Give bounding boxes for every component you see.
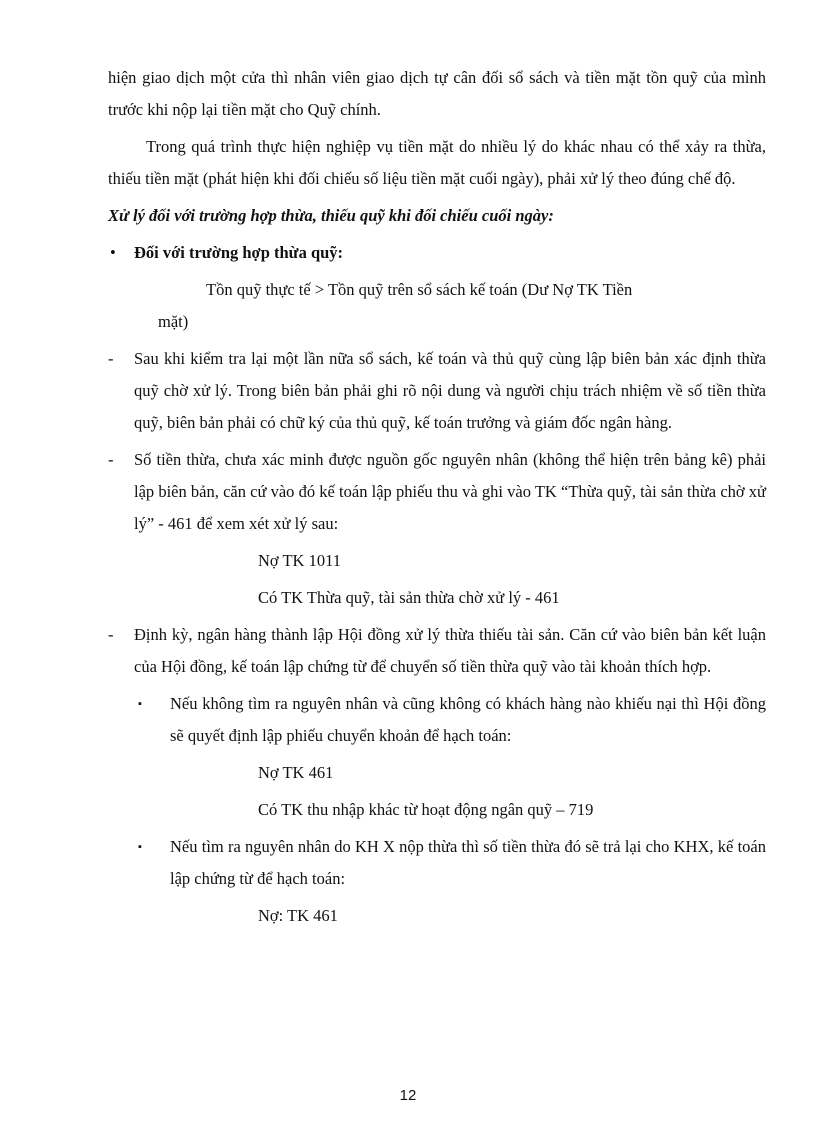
list-item-text: Định kỳ, ngân hàng thành lập Hội đồng xử lý thừa thiếu tài sản. Căn cứ vào biên bản kết luận của Hội đồng, kế toán lập chứng từ để chuyển số tiền thừa quỹ vào tài khoản thích hợp.	[134, 625, 766, 676]
list-item-text: Sau khi kiểm tra lại một lần nữa sổ sách, kế toán và thủ quỹ cùng lập biên bản xác định thừa quỹ chờ xử lý. Trong biên bản phải ghi rõ nội dung và người chịu trách nhiệm về số tiền thừa quỹ, biên bản phải có chữ ký của thủ quỹ, kế toán trưởng và giám đốc ngân hàng.	[134, 349, 766, 432]
list-item	[108, 619, 766, 683]
square-bullet-icon: ▪	[138, 841, 142, 853]
accounting-entry-credit: Có TK Thừa quỹ, tài sản thừa chờ xử lý - 461	[258, 588, 560, 607]
list-item-text: Số tiền thừa, chưa xác minh được nguồn gốc nguyên nhân (không thể hiện trên bảng kê) phải lập biên bản, căn cứ vào đó kế toán lập phiếu thu và ghi vào TK “Thừa quỹ, tài sản thừa chờ xử lý” - 461 để xem xét xử lý sau:	[134, 450, 766, 533]
page-number: 12	[399, 1087, 417, 1104]
list-item	[108, 343, 766, 439]
accounting-entry-debit: Nợ TK 461	[258, 763, 334, 782]
dash-icon: -	[108, 450, 114, 469]
accounting-entry-debit: Nợ TK 1011	[258, 551, 341, 570]
dash-icon: -	[108, 349, 114, 368]
accounting-entry-debit: Nợ: TK 461	[258, 906, 338, 925]
dash-icon: -	[108, 625, 114, 644]
section-heading: Xử lý đối với trường hợp thừa, thiếu quỹ khi đối chiếu cuối ngày:	[108, 206, 554, 225]
square-bullet-icon: ▪	[138, 698, 142, 710]
paragraph-intro: Trong quá trình thực hiện nghiệp vụ tiền mặt do nhiều lý do khác nhau có thể xảy ra thừa, thiếu tiền mặt (phát hiện khi đối chiếu số liệu tiền mặt cuối ngày), phải xử lý theo đúng chế độ.	[108, 137, 766, 188]
accounting-entry-credit: Có TK thu nhập khác từ hoạt động ngân quỹ – 719	[258, 800, 594, 819]
list-item	[108, 444, 766, 540]
sub-list-item	[108, 831, 766, 895]
sub-list-item-text: Nếu không tìm ra nguyên nhân và cũng không có khách hàng nào khiếu nại thì Hội đồng sẽ quyết định lập phiếu chuyển khoản để hạch toán:	[170, 694, 766, 745]
formula-line-continued: mặt)	[158, 312, 189, 331]
bullet-heading-label: Đối với trường hợp thừa quỹ:	[134, 243, 344, 262]
bullet-heading	[108, 237, 766, 269]
document-body	[108, 62, 766, 932]
sub-list-item-text: Nếu tìm ra nguyên nhân do KH X nộp thừa thì số tiền thừa đó sẽ trả lại cho KHX, kế toán lập chứng từ để hạch toán:	[170, 837, 766, 888]
paragraph-continuation: hiện giao dịch một cửa thì nhân viên giao dịch tự cân đối sổ sách và tiền mặt tồn quỹ của mình trước khi nộp lại tiền mặt cho Quỹ chính.	[108, 68, 766, 119]
sub-list-item	[108, 688, 766, 752]
bullet-icon: •	[110, 243, 116, 262]
formula-line: Tồn quỹ thực tế > Tồn quỹ trên sổ sách kế toán (Dư Nợ TK Tiền	[206, 280, 633, 299]
